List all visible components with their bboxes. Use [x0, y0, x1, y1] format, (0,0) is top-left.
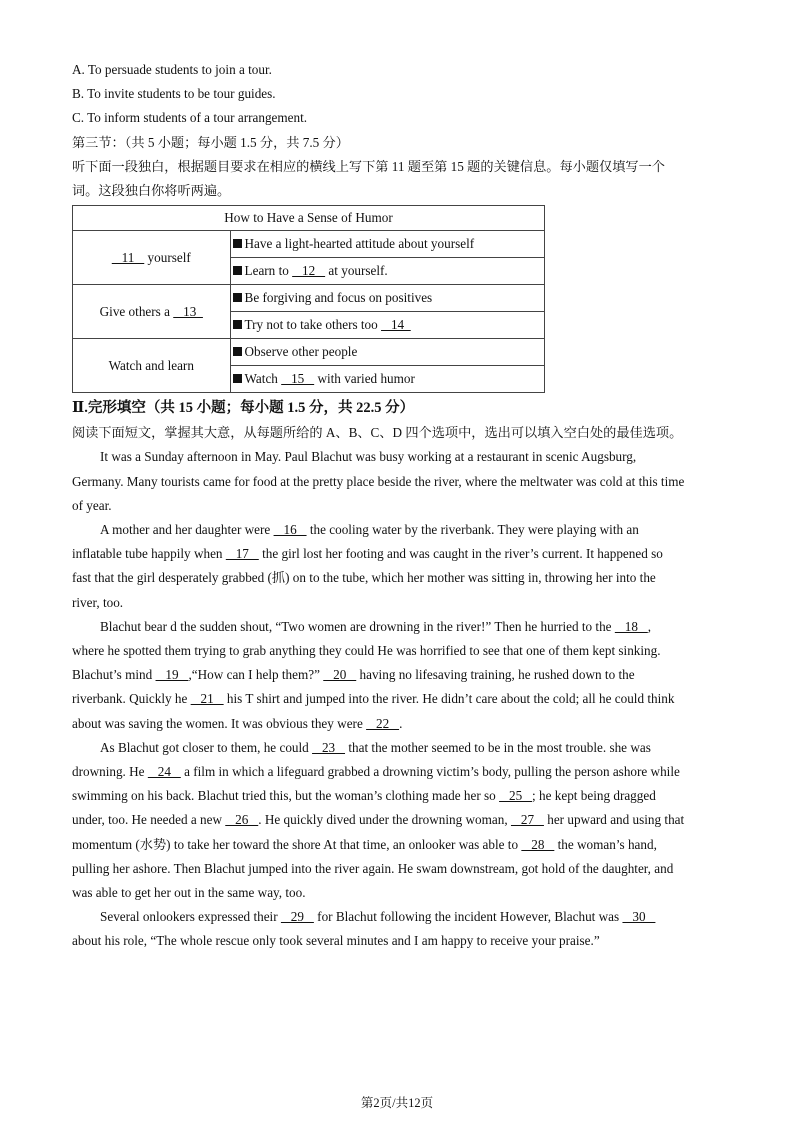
blank-16[interactable]: 16: [273, 522, 307, 538]
table-row-1-item-2: Learn to 12 at yourself.: [230, 258, 544, 285]
table-row-2-item-2: Try not to take others too 14: [230, 312, 544, 339]
p1-line-1: It was a Sunday afternoon in May. Paul Blachut was busy working at a restaurant in scenic Augsburg,: [100, 449, 637, 465]
option-b: B. To invite students to be tour guides.: [72, 86, 276, 102]
p2-line-1: A mother and her daughter were 16 the cooling water by the riverbank. They were playing with an: [100, 522, 639, 538]
table-row-3-item-1: Observe other people: [230, 339, 544, 366]
option-a: A. To persuade students to join a tour.: [72, 62, 272, 77]
part2-title: Ⅱ.完形填空（共 15 小题；每小题 1.5 分，共 22.5 分）: [72, 400, 415, 417]
passage: [72, 445, 724, 953]
blank-17[interactable]: 17: [225, 546, 259, 562]
blank-11[interactable]: 11: [111, 249, 145, 265]
p3-line-4: riverbank. Quickly he 21 his T shirt and jumped into the river. He didn’t care about the cold; all he could think: [72, 691, 675, 707]
section3-instructions-2: 词。这段独白你将听两遍。: [72, 183, 231, 199]
table-row-2-left: Give others a 13: [73, 285, 231, 339]
p5-line-1: Several onlookers expressed their 29 for Blachut following the incident However, Blachut was 30: [100, 909, 656, 925]
bullet-square-icon: [233, 266, 242, 275]
blank-20[interactable]: 20: [323, 667, 357, 683]
table-row-3-item-2: Watch 15 with varied humor: [230, 366, 544, 393]
p4-line-7: was able to get her out in the same way, too.: [72, 885, 306, 901]
blank-27[interactable]: 27: [510, 812, 544, 828]
bullet-square-icon: [233, 320, 242, 329]
blank-26[interactable]: 26: [225, 812, 259, 828]
section3-title: 第三节：（共 5 小题；每小题 1.5 分，共 7.5 分）: [72, 134, 349, 150]
p2-line-3: fast that the girl desperately grabbed (抓) on to the tube, which her mother was sitting in, throwing her into the: [72, 570, 656, 586]
bullet-square-icon: [233, 347, 242, 356]
table-title: How to Have a Sense of Humor: [73, 206, 545, 231]
part2-instructions: 阅读下面短文，掌握其大意，从每题所给的 A、B、C、D 四个选项中，选出可以填入空白处的最佳选项。: [72, 425, 683, 441]
page-number: 第2页/共12页: [360, 1096, 434, 1110]
p4-line-4: under, too. He needed a new 26 . He quickly dived under the drowning woman, 27 her upward and using that: [72, 812, 685, 828]
p2-line-2: inflatable tube happily when 17 the girl lost her footing and was caught in the river’s current. It happened so: [72, 546, 663, 562]
p4-line-3: swimming on his back. Blachut tried this, but the woman’s clothing made her so 25 ; he kept being dragged: [72, 788, 656, 804]
p3-line-5: about was saving the women. It was obvious they were 22 .: [72, 715, 403, 731]
p4-line-1: As Blachut got closer to them, he could 23 that the mother seemed to be in the most trouble. she was: [100, 739, 651, 755]
p3-line-2: where he spotted them trying to grab anything they could He was horrified to see that one of them kept sinking.: [72, 643, 661, 659]
blank-25[interactable]: 25: [499, 788, 533, 804]
blank-22[interactable]: 22: [366, 715, 400, 731]
p1-line-3: of year.: [72, 497, 112, 513]
table-row-2-item-1: Be forgiving and focus on positives: [230, 285, 544, 312]
p4-line-5: momentum (水势) to take her toward the shore At that time, an onlooker was able to 28 the woman’s hand,: [72, 836, 657, 852]
blank-24[interactable]: 24: [147, 764, 181, 780]
p4-line-2: drowning. He 24 a film in which a lifeguard grabbed a drowning victim’s body, pulling the person ashore while: [72, 764, 680, 780]
option-c: C. To inform students of a tour arrangement.: [72, 110, 308, 126]
bullet-square-icon: [233, 374, 242, 383]
p5-line-2: about his role, “The whole rescue only took several minutes and I am happy to receive your praise.”: [72, 933, 600, 949]
p4-line-6: pulling her ashore. Then Blachut jumped into the river again. He swam downstream, got hold of the daughter, and: [72, 860, 674, 876]
section3-instructions-1: 听下面一段独白，根据题目要求在相应的横线上写下第 11 题至第 15 题的关键信息。每小题仅填写一个: [72, 158, 665, 174]
table-row-1-item-1: Have a light-hearted attitude about yourself: [230, 231, 544, 258]
p1-line-2: Germany. Many tourists came for food at the pretty place beside the river, where the meltwater was cold at this time: [72, 473, 685, 489]
p3-line-1: Blachut bear d the sudden shout, “Two women are drowning in the river!” Then he hurried to the 18 ,: [100, 618, 652, 634]
bullet-square-icon: [233, 293, 242, 302]
blank-19[interactable]: 19: [155, 667, 189, 683]
blank-23[interactable]: 23: [312, 739, 346, 755]
blank-14[interactable]: 14: [381, 317, 411, 333]
blank-30[interactable]: 30: [622, 909, 656, 925]
page-content: [72, 58, 724, 954]
blank-28[interactable]: 28: [521, 836, 555, 852]
blank-12[interactable]: 12: [292, 263, 326, 279]
bullet-square-icon: [233, 239, 242, 248]
blank-29[interactable]: 29: [280, 909, 314, 925]
humor-table: [72, 205, 545, 393]
blank-21[interactable]: 21: [190, 691, 224, 707]
table-row-3-left: Watch and learn: [73, 339, 231, 393]
table-row-1-left: 11 yourself: [73, 231, 231, 285]
blank-18[interactable]: 18: [614, 618, 648, 634]
p3-line-3: Blachut’s mind 19 ,“How can I help them?” 20 having no lifesaving training, he rushed down to the: [72, 667, 635, 683]
blank-15[interactable]: 15: [281, 371, 315, 387]
blank-13[interactable]: 13: [173, 303, 203, 319]
p2-line-4: river, too.: [72, 594, 124, 610]
